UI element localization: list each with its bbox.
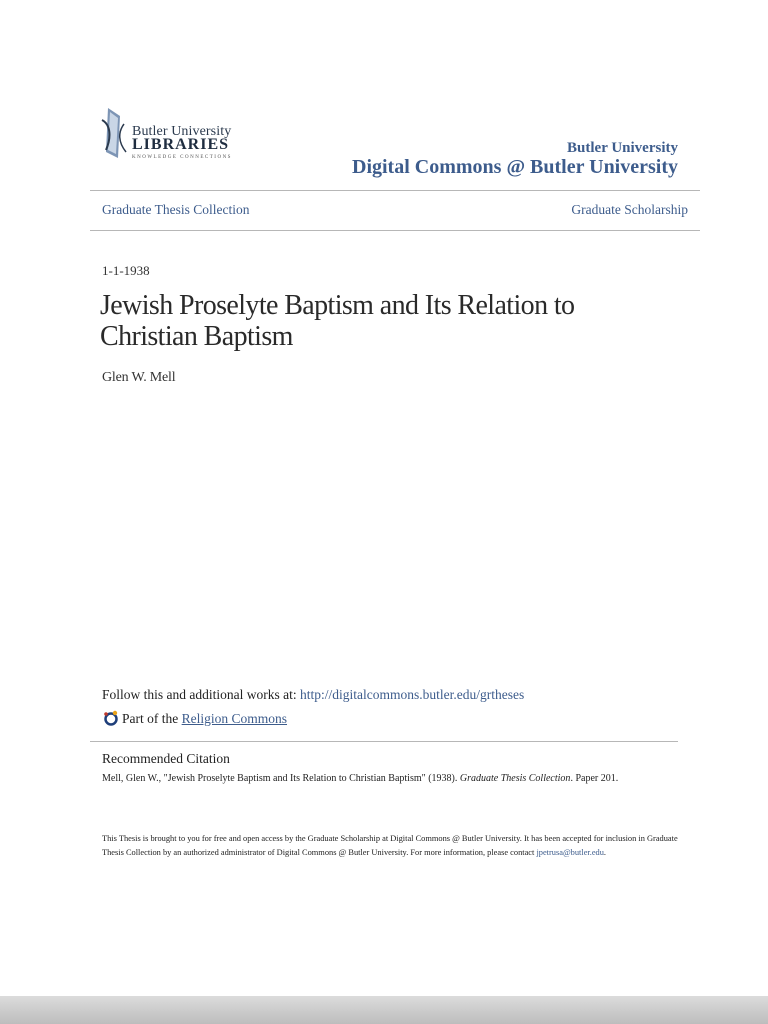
viewer-bottom-edge: [0, 996, 768, 1024]
follow-label: Follow this and additional works at:: [102, 687, 300, 702]
disclaimer-text: This Thesis is brought to you for free and open access by the Graduate Scholarship at Digital Commons @ Butler University. It has been accepted for inclusion in Graduate Thesis Collection by an authorized administrator of Digital Commons @ Butler University. For more information, please contact: [102, 834, 678, 857]
part-of-line: [102, 710, 287, 727]
brand-university[interactable]: Butler University: [567, 140, 678, 156]
graduate-scholarship-link[interactable]: Graduate Scholarship: [571, 202, 688, 217]
part-of-label: Part of the: [122, 711, 182, 726]
document-title: Jewish Proselyte Baptism and Its Relation to Christian Baptism: [100, 290, 575, 352]
citation-heading: Recommended Citation: [102, 751, 230, 766]
logo-line1: Butler University: [132, 124, 232, 139]
follow-url-link[interactable]: http://digitalcommons.butler.edu/grtheses: [300, 687, 525, 702]
publication-date: 1-1-1938: [102, 263, 150, 278]
disclaimer-end: .: [603, 848, 607, 857]
contact-email-link[interactable]: jpetrusa@butler.edu: [536, 848, 604, 857]
citation-divider: [90, 741, 678, 742]
butler-libraries-logo[interactable]: [100, 106, 232, 162]
citation-collection: Graduate Thesis Collection: [459, 773, 571, 784]
religion-commons-link[interactable]: Religion Commons: [181, 711, 288, 726]
nav-divider: [90, 230, 700, 231]
libraries-logo-icon: [100, 106, 134, 162]
graduate-thesis-collection-link[interactable]: Graduate Thesis Collection: [102, 202, 250, 217]
access-disclaimer: [102, 832, 682, 860]
follow-line: [102, 687, 524, 703]
logo-tagline: KNOWLEDGE CONNECTIONS: [132, 155, 232, 160]
citation-text: [102, 773, 618, 784]
brand-digital-commons[interactable]: Digital Commons @ Butler University: [352, 156, 678, 178]
commons-network-icon: [102, 710, 120, 726]
citation-end: . Paper 201.: [570, 773, 619, 784]
author-name[interactable]: Glen W. Mell: [102, 370, 176, 385]
logo-line2: LIBRARIES: [132, 136, 230, 153]
header-divider: [90, 190, 700, 191]
citation-main: Mell, Glen W., "Jewish Proselyte Baptism and Its Relation to Christian Baptism" (1938).: [102, 773, 460, 784]
